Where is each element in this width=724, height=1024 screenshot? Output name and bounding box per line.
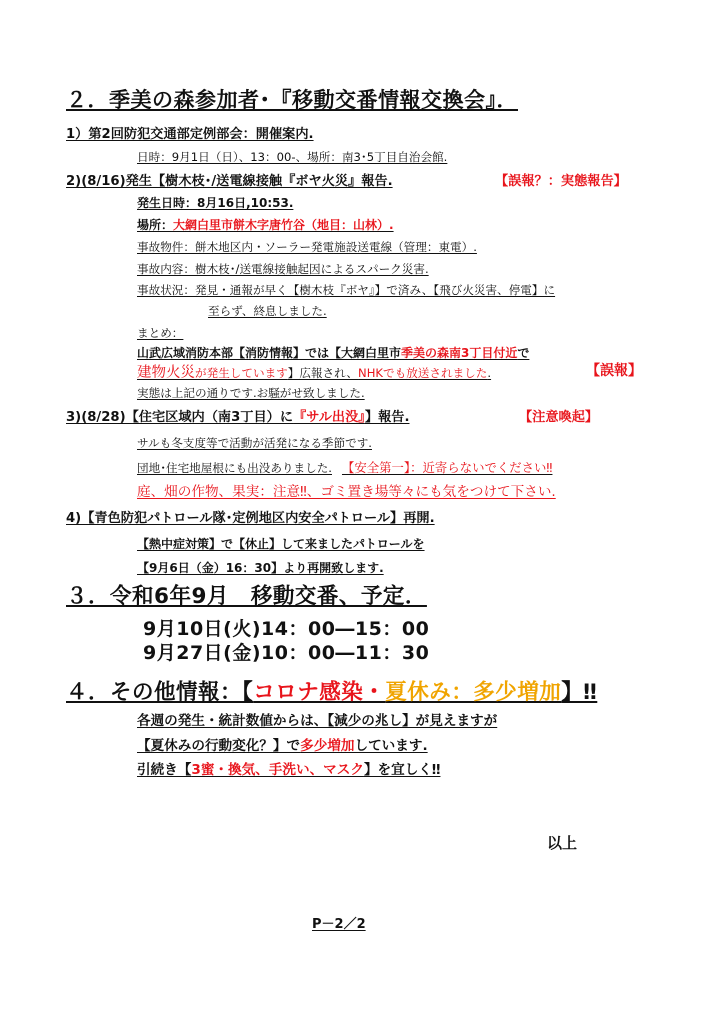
item-2-date-label: 発生日時：	[137, 196, 198, 210]
item-2-place-value: 大網白里市餅木字唐竹谷（地目：山林）.	[173, 218, 394, 232]
summary-2-announced: 】広報され、	[287, 366, 359, 380]
item-2-summary-2	[137, 366, 491, 381]
section-4-line-2	[137, 740, 428, 754]
summary-2-occurring: が発生しています	[195, 366, 288, 380]
item-4-line-1: 【熱中症対策】で【休止】して来ましたパトロールを	[137, 537, 425, 551]
closing-text: 以上	[547, 834, 578, 852]
item-2-date-value: 8月16日,10:53.	[197, 196, 294, 210]
item-3-line-2	[137, 462, 552, 475]
schedule-1: 9月10日(火)14：00―15：00	[143, 618, 430, 640]
item-2-summary-3: 実態は上記の通りです.お騒がせ致しました.	[137, 386, 365, 400]
item-3-title	[66, 411, 409, 424]
item-2-status-2: 至らず、終息しました.	[208, 304, 327, 318]
section-4-line-2-c: しています.	[354, 738, 428, 754]
item-2-content: 事故内容：樹木枝･/送電線接触起因によるスパーク災害.	[137, 262, 429, 276]
item-3-monkey: 『サル出没』	[293, 410, 365, 425]
section-4-line-3	[137, 764, 440, 778]
item-2-place-label: 場所：	[137, 218, 174, 232]
item-4-line-2: 【9月6日（金）16：30】より再開致します.	[137, 561, 384, 575]
section-4-increase: 多少増加	[300, 738, 355, 754]
section-4-corona: コロナ感染・	[253, 680, 386, 705]
item-3-line-3: 庭、畑の作物、果実：注意‼、ゴミ置き場等々にも気をつけて下さい.	[137, 484, 556, 500]
item-2-summary-label: まとめ：	[137, 326, 184, 340]
item-3-line-2-a: 団地･住宅地屋根にも出没ありました.	[137, 461, 332, 475]
item-3-line-1: サルも冬支度等で活動が活発になる季節です.	[137, 436, 372, 450]
section-4-line-2-a: 【夏休みの行動変化？】で	[137, 738, 301, 754]
schedule-2: 9月27日(金)10：00―11：30	[143, 642, 430, 664]
summary-2-period: .	[487, 366, 492, 380]
page-number: P－2／2	[312, 917, 366, 932]
item-1-title: 1）第2回防犯交通部定例部会：開催案内.	[66, 127, 314, 142]
section-4-title-d: 】‼	[561, 680, 598, 705]
section-4-title	[66, 682, 597, 704]
section-2-title: ２．季美の森参加者･『移動交番情報交換会』．	[66, 88, 518, 112]
item-2-tag: 【誤報？：実態報告】	[495, 174, 627, 189]
item-2-false-report-tag: 【誤報】	[586, 363, 642, 379]
item-3-safety-first: 【安全第一】：近寄らないでください‼	[341, 460, 553, 475]
summary-1-part-c: で	[517, 346, 530, 360]
section-4-title-a: ４．その他情報：【	[66, 680, 254, 705]
item-3-title-a: 3)(8/28)【住宅区域内（南3丁目）に	[66, 410, 294, 425]
item-3-title-c: 】報告.	[364, 410, 410, 425]
item-4-title: 4)【青色防犯パトロール隊･定例地区内安全パトロール】再開.	[66, 511, 435, 526]
section-4-line-3-c: 】を宜しく‼	[363, 762, 441, 778]
summary-1-part-a: 山武広域消防本部【消防情報】では【大網白里市	[137, 346, 402, 360]
item-2-summary-1	[137, 347, 529, 359]
summary-2-nhk: NHKでも放送されました	[358, 366, 488, 380]
summary-2-building-fire: 建物火災	[137, 365, 195, 381]
section-4-line-1: 各週の発生・統計数値からは、【減少の兆し】が見えますが	[137, 713, 498, 729]
item-3-tag: 【注意喚起】	[519, 410, 599, 425]
section-4-measures: 3蜜・換気、手洗い、マスク	[191, 762, 364, 778]
item-2-status-1: 事故状況：発見・通報が早く【樹木枝『ボヤ』】で済み、【飛び火災害、停電】に	[137, 283, 556, 297]
summary-1-location: 季美の森南3丁目付近	[401, 346, 518, 360]
item-2-date	[137, 197, 293, 209]
item-2-place	[137, 219, 394, 231]
item-1-detail: 日時：9月1日（日）、13：00-、場所：南3･5丁目自治会館.	[137, 150, 448, 164]
section-4-line-3-a: 引続き【	[137, 762, 192, 778]
item-2-title: 2)(8/16)発生【樹木枝･/送電線接触『ボヤ火災』報告.	[66, 174, 393, 189]
section-4-summer: 夏休み：多少増加	[385, 680, 562, 705]
item-2-object: 事故物件：餅木地区内・ソーラー発電施設送電線（管理：東電）.	[137, 240, 477, 254]
section-3-title: ３．令和6年9月 移動交番、予定．	[66, 584, 427, 609]
